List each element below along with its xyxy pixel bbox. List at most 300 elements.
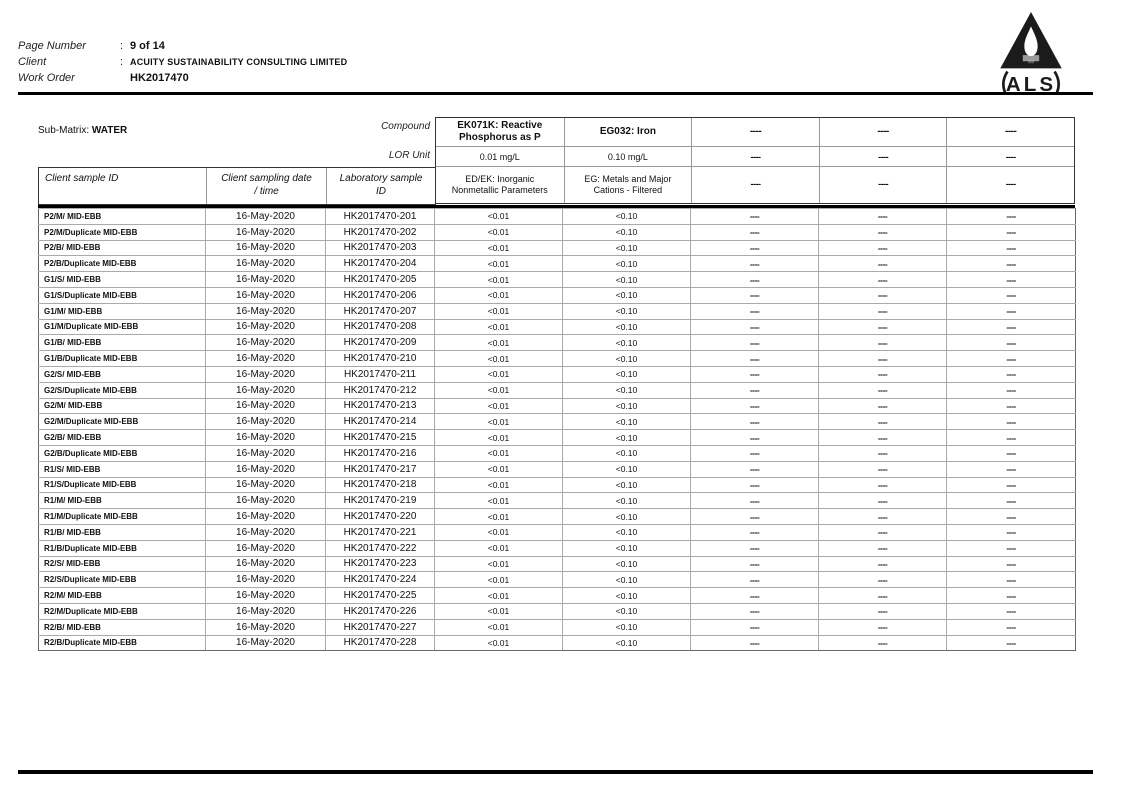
- sample-id-cell: G2/S/Duplicate MID-EBB: [39, 382, 206, 398]
- table-row: [39, 382, 1076, 398]
- sample-id-cell: G1/S/ MID-EBB: [39, 272, 206, 288]
- table-row: [39, 319, 1076, 335]
- sample-id-cell: R2/M/Duplicate MID-EBB: [39, 603, 206, 619]
- result-cell: ----: [819, 445, 947, 461]
- result-cell: ----: [819, 319, 947, 335]
- result-cell: ----: [947, 319, 1076, 335]
- result-cell: <0.01: [435, 461, 563, 477]
- result-cell: ----: [947, 524, 1076, 540]
- sampling-date-cell: 16-May-2020: [206, 572, 326, 588]
- lab-sample-id-cell: HK2017470-201: [326, 209, 435, 225]
- result-cell: ----: [691, 603, 819, 619]
- result-cell: <0.01: [435, 540, 563, 556]
- column-header-line: ID: [376, 186, 386, 197]
- sample-id-cell: R2/B/ MID-EBB: [39, 619, 206, 635]
- lor-unit-cell: [819, 146, 947, 166]
- result-cell: <0.10: [563, 272, 691, 288]
- result-cell: <0.10: [563, 209, 691, 225]
- method-group-cell-text: ED/EK: Inorganic Nonmetallic Parameters: [451, 173, 548, 195]
- sample-id-cell: G2/S/ MID-EBB: [39, 366, 206, 382]
- client-value: ACUITY SUSTAINABILITY CONSULTING LIMITED: [130, 57, 348, 67]
- sample-id-cell: R1/S/Duplicate MID-EBB: [39, 477, 206, 493]
- lor-unit-cell: [946, 146, 1074, 166]
- sampling-date-cell: 16-May-2020: [206, 398, 326, 414]
- compound-name-cell-text: ----: [877, 125, 889, 137]
- sampling-date-cell: 16-May-2020: [206, 556, 326, 572]
- column-header-box: [38, 167, 436, 205]
- result-cell: ----: [819, 287, 947, 303]
- result-cell: <0.01: [435, 366, 563, 382]
- result-cell: ----: [819, 603, 947, 619]
- table-row: [39, 414, 1076, 430]
- result-cell: ----: [947, 303, 1076, 319]
- work-order-label: Work Order: [18, 72, 75, 84]
- result-cell: <0.10: [563, 509, 691, 525]
- compound-row-label: Compound: [381, 121, 430, 132]
- result-cell: <0.01: [435, 477, 563, 493]
- result-cell: <0.10: [563, 414, 691, 430]
- method-group-cell-text: EG: Metals and Major Cations - Filtered: [584, 173, 672, 195]
- sample-id-cell: P2/M/Duplicate MID-EBB: [39, 224, 206, 240]
- lab-sample-id-cell: HK2017470-222: [326, 540, 435, 556]
- sub-matrix-label: Sub-Matrix:: [38, 125, 90, 136]
- sampling-date-cell: 16-May-2020: [206, 319, 326, 335]
- lab-sample-id-cell: HK2017470-227: [326, 619, 435, 635]
- footer-rule: [18, 770, 1093, 774]
- lor-unit-cell: [564, 146, 692, 166]
- lor-unit-cell: [436, 146, 564, 166]
- result-cell: ----: [947, 588, 1076, 604]
- result-cell: <0.10: [563, 240, 691, 256]
- result-cell: <0.01: [435, 240, 563, 256]
- lor-unit-cell: [691, 146, 819, 166]
- lab-sample-id-cell: HK2017470-221: [326, 524, 435, 540]
- result-cell: ----: [819, 430, 947, 446]
- sampling-date-cell: 16-May-2020: [206, 303, 326, 319]
- result-cell: ----: [947, 540, 1076, 556]
- result-cell: ----: [819, 588, 947, 604]
- sample-id-cell: G1/S/Duplicate MID-EBB: [39, 287, 206, 303]
- result-cell: ----: [819, 477, 947, 493]
- result-cell: ----: [947, 430, 1076, 446]
- result-cell: ----: [819, 509, 947, 525]
- lab-sample-id-cell: HK2017470-209: [326, 335, 435, 351]
- table-row: [39, 603, 1076, 619]
- result-cell: ----: [691, 430, 819, 446]
- result-cell: ----: [819, 493, 947, 509]
- lab-sample-id-cell: HK2017470-206: [326, 287, 435, 303]
- result-cell: ----: [947, 351, 1076, 367]
- method-group-cell-text: ----: [750, 179, 761, 190]
- result-cell: ----: [819, 556, 947, 572]
- sample-id-cell: G1/M/Duplicate MID-EBB: [39, 319, 206, 335]
- results-table-wrap: [38, 208, 1075, 651]
- compound-name-cell: [819, 118, 947, 146]
- sampling-date-cell: 16-May-2020: [206, 366, 326, 382]
- als-logo-text: ALS: [1005, 72, 1057, 92]
- result-cell: ----: [691, 524, 819, 540]
- result-cell: ----: [691, 256, 819, 272]
- sampling-date-cell: 16-May-2020: [206, 256, 326, 272]
- table-row: [39, 556, 1076, 572]
- sampling-date-cell: 16-May-2020: [206, 335, 326, 351]
- result-cell: ----: [947, 477, 1076, 493]
- result-cell: <0.10: [563, 430, 691, 446]
- result-cell: ----: [819, 335, 947, 351]
- result-cell: <0.01: [435, 493, 563, 509]
- result-cell: ----: [947, 224, 1076, 240]
- compound-name-cell: [946, 118, 1074, 146]
- sampling-date-cell: 16-May-2020: [206, 445, 326, 461]
- result-cell: <0.10: [563, 382, 691, 398]
- lab-sample-id-cell: HK2017470-217: [326, 461, 435, 477]
- results-table: [38, 208, 1076, 651]
- lab-sample-id-cell: HK2017470-225: [326, 588, 435, 604]
- sample-id-cell: R1/M/ MID-EBB: [39, 493, 206, 509]
- method-group-cell: [946, 166, 1074, 203]
- sample-id-cell: R1/S/ MID-EBB: [39, 461, 206, 477]
- table-row: [39, 635, 1076, 651]
- result-cell: <0.01: [435, 351, 563, 367]
- result-cell: ----: [691, 509, 819, 525]
- result-cell: ----: [691, 572, 819, 588]
- result-cell: <0.01: [435, 445, 563, 461]
- sub-matrix-value: WATER: [91, 125, 128, 136]
- result-cell: <0.01: [435, 382, 563, 398]
- result-cell: ----: [691, 619, 819, 635]
- sub-matrix: [38, 125, 127, 136]
- result-cell: ----: [819, 382, 947, 398]
- result-cell: ----: [819, 635, 947, 651]
- result-cell: <0.01: [435, 635, 563, 651]
- lab-sample-id-cell: HK2017470-214: [326, 414, 435, 430]
- table-row: [39, 240, 1076, 256]
- sample-id-cell: P2/B/ MID-EBB: [39, 240, 206, 256]
- result-cell: <0.10: [563, 366, 691, 382]
- lab-sample-id-cell: HK2017470-212: [326, 382, 435, 398]
- result-cell: <0.01: [435, 303, 563, 319]
- sampling-date-cell: 16-May-2020: [206, 382, 326, 398]
- sample-id-cell: R1/M/Duplicate MID-EBB: [39, 509, 206, 525]
- lab-sample-id-cell: HK2017470-228: [326, 635, 435, 651]
- compound-name-cell-text: ----: [1005, 125, 1017, 137]
- result-cell: ----: [691, 240, 819, 256]
- table-row: [39, 445, 1076, 461]
- result-cell: ----: [691, 209, 819, 225]
- colon: :: [120, 40, 124, 52]
- result-cell: ----: [947, 572, 1076, 588]
- table-row: [39, 335, 1076, 351]
- table-row: [39, 619, 1076, 635]
- sample-id-cell: G2/M/ MID-EBB: [39, 398, 206, 414]
- table-row: [39, 509, 1076, 525]
- sample-id-cell: P2/B/Duplicate MID-EBB: [39, 256, 206, 272]
- lab-sample-id-cell: HK2017470-220: [326, 509, 435, 525]
- sample-table-body: [39, 209, 1076, 651]
- result-cell: ----: [691, 366, 819, 382]
- lab-sample-id-cell: HK2017470-224: [326, 572, 435, 588]
- result-cell: ----: [691, 335, 819, 351]
- result-cell: <0.10: [563, 398, 691, 414]
- column-header-lab-sample-id: [326, 168, 435, 204]
- page-number-row: [18, 40, 165, 52]
- column-header-line: Client sample ID: [45, 173, 119, 184]
- table-row: [39, 303, 1076, 319]
- result-cell: ----: [819, 540, 947, 556]
- result-cell: ----: [691, 635, 819, 651]
- lab-sample-id-cell: HK2017470-203: [326, 240, 435, 256]
- result-cell: ----: [691, 556, 819, 572]
- result-cell: <0.10: [563, 540, 691, 556]
- result-cell: ----: [819, 224, 947, 240]
- result-cell: <0.10: [563, 319, 691, 335]
- result-cell: ----: [691, 382, 819, 398]
- method-group-cell: [819, 166, 947, 203]
- result-cell: <0.01: [435, 319, 563, 335]
- result-cell: ----: [947, 209, 1076, 225]
- result-cell: <0.10: [563, 461, 691, 477]
- lab-sample-id-cell: HK2017470-226: [326, 603, 435, 619]
- result-cell: <0.01: [435, 209, 563, 225]
- sample-id-cell: G2/B/ MID-EBB: [39, 430, 206, 446]
- method-group-cell: [691, 166, 819, 203]
- result-cell: ----: [819, 256, 947, 272]
- table-row: [39, 493, 1076, 509]
- compound-name-cell: [436, 118, 564, 146]
- result-cell: ----: [819, 240, 947, 256]
- result-cell: ----: [819, 572, 947, 588]
- sample-id-cell: R1/B/Duplicate MID-EBB: [39, 540, 206, 556]
- result-cell: <0.01: [435, 524, 563, 540]
- lab-sample-id-cell: HK2017470-219: [326, 493, 435, 509]
- sampling-date-cell: 16-May-2020: [206, 493, 326, 509]
- work-order-value: HK2017470: [130, 72, 189, 84]
- result-cell: <0.10: [563, 256, 691, 272]
- result-cell: ----: [691, 540, 819, 556]
- table-row: [39, 256, 1076, 272]
- sampling-date-cell: 16-May-2020: [206, 209, 326, 225]
- result-cell: ----: [819, 366, 947, 382]
- sampling-date-cell: 16-May-2020: [206, 603, 326, 619]
- result-cell: ----: [691, 287, 819, 303]
- result-cell: <0.10: [563, 572, 691, 588]
- result-cell: <0.10: [563, 619, 691, 635]
- result-cell: ----: [947, 635, 1076, 651]
- sampling-date-cell: 16-May-2020: [206, 461, 326, 477]
- column-header-line: / time: [254, 186, 279, 197]
- compound-name-cell: [564, 118, 692, 146]
- result-cell: ----: [947, 556, 1076, 572]
- result-cell: ----: [819, 619, 947, 635]
- column-header-line: Laboratory sample: [339, 173, 423, 184]
- result-cell: ----: [819, 303, 947, 319]
- result-cell: ----: [819, 524, 947, 540]
- sample-id-cell: R2/M/ MID-EBB: [39, 588, 206, 604]
- result-cell: ----: [691, 588, 819, 604]
- result-cell: ----: [819, 398, 947, 414]
- result-cell: ----: [947, 256, 1076, 272]
- result-cell: ----: [819, 414, 947, 430]
- sampling-date-cell: 16-May-2020: [206, 351, 326, 367]
- table-row: [39, 398, 1076, 414]
- result-cell: <0.10: [563, 351, 691, 367]
- sampling-date-cell: 16-May-2020: [206, 540, 326, 556]
- result-cell: <0.10: [563, 287, 691, 303]
- lor-unit-cell-text: ----: [750, 151, 761, 162]
- result-cell: ----: [947, 445, 1076, 461]
- result-cell: <0.01: [435, 603, 563, 619]
- result-cell: ----: [819, 461, 947, 477]
- result-cell: <0.01: [435, 509, 563, 525]
- result-cell: <0.10: [563, 524, 691, 540]
- result-cell: ----: [947, 509, 1076, 525]
- table-row: [39, 287, 1076, 303]
- result-cell: ----: [819, 272, 947, 288]
- result-cell: <0.10: [563, 445, 691, 461]
- table-row: [39, 477, 1076, 493]
- result-cell: <0.01: [435, 287, 563, 303]
- table-row: [39, 572, 1076, 588]
- method-group-cell: [436, 166, 564, 203]
- sampling-date-cell: 16-May-2020: [206, 414, 326, 430]
- result-cell: ----: [947, 382, 1076, 398]
- result-cell: ----: [691, 445, 819, 461]
- sampling-date-cell: 16-May-2020: [206, 619, 326, 635]
- column-header-sampling-date: [206, 168, 326, 204]
- lab-sample-id-cell: HK2017470-223: [326, 556, 435, 572]
- result-cell: ----: [691, 493, 819, 509]
- table-row: [39, 461, 1076, 477]
- column-header-client-sample-id: [39, 168, 206, 204]
- table-row: [39, 224, 1076, 240]
- result-cell: ----: [947, 398, 1076, 414]
- compound-name-cell-text: EK071K: Reactive Phosphorus as P: [457, 119, 543, 143]
- table-row: [39, 540, 1076, 556]
- lor-unit-cell-text: ----: [1005, 151, 1016, 162]
- result-cell: <0.01: [435, 414, 563, 430]
- sample-id-cell: G1/B/Duplicate MID-EBB: [39, 351, 206, 367]
- sampling-date-cell: 16-May-2020: [206, 509, 326, 525]
- result-cell: ----: [691, 351, 819, 367]
- compound-name-cell-text: ----: [749, 125, 762, 137]
- lor-unit-cell-text: 0.01 mg/L: [479, 151, 520, 162]
- result-cell: <0.10: [563, 493, 691, 509]
- sampling-date-cell: 16-May-2020: [206, 588, 326, 604]
- sampling-date-cell: 16-May-2020: [206, 272, 326, 288]
- table-row: [39, 272, 1076, 288]
- result-cell: <0.10: [563, 224, 691, 240]
- result-cell: <0.01: [435, 430, 563, 446]
- lab-sample-id-cell: HK2017470-205: [326, 272, 435, 288]
- result-cell: <0.01: [435, 572, 563, 588]
- compound-header-box: [435, 117, 1075, 204]
- sampling-date-cell: 16-May-2020: [206, 477, 326, 493]
- table-row: [39, 588, 1076, 604]
- result-cell: <0.10: [563, 477, 691, 493]
- sample-id-cell: R2/S/Duplicate MID-EBB: [39, 572, 206, 588]
- result-cell: ----: [947, 603, 1076, 619]
- result-cell: ----: [691, 477, 819, 493]
- result-cell: ----: [691, 461, 819, 477]
- table-row: [39, 351, 1076, 367]
- lab-sample-id-cell: HK2017470-204: [326, 256, 435, 272]
- sample-id-cell: R2/B/Duplicate MID-EBB: [39, 635, 206, 651]
- method-group-cell-text: ----: [1005, 179, 1016, 190]
- als-logo: [997, 10, 1065, 92]
- sample-id-cell: R1/B/ MID-EBB: [39, 524, 206, 540]
- result-cell: ----: [691, 319, 819, 335]
- lab-sample-id-cell: HK2017470-216: [326, 445, 435, 461]
- als-logo-burner-shadow: [1028, 60, 1034, 63]
- result-cell: ----: [819, 351, 947, 367]
- sample-id-cell: G2/B/Duplicate MID-EBB: [39, 445, 206, 461]
- result-cell: ----: [947, 414, 1076, 430]
- result-cell: ----: [947, 240, 1076, 256]
- result-cell: <0.01: [435, 588, 563, 604]
- result-cell: ----: [691, 224, 819, 240]
- lab-sample-id-cell: HK2017470-215: [326, 430, 435, 446]
- result-cell: ----: [691, 272, 819, 288]
- work-order-row: [18, 72, 189, 84]
- result-cell: <0.01: [435, 335, 563, 351]
- sample-id-cell: G2/M/Duplicate MID-EBB: [39, 414, 206, 430]
- table-row: [39, 524, 1076, 540]
- result-cell: ----: [819, 209, 947, 225]
- result-cell: ----: [691, 398, 819, 414]
- colon: :: [120, 56, 124, 68]
- header-divider-rule: [18, 92, 1093, 95]
- lab-sample-id-cell: HK2017470-218: [326, 477, 435, 493]
- result-cell: ----: [691, 303, 819, 319]
- sampling-date-cell: 16-May-2020: [206, 430, 326, 446]
- result-cell: <0.10: [563, 588, 691, 604]
- result-cell: <0.01: [435, 556, 563, 572]
- lab-sample-id-cell: HK2017470-211: [326, 366, 435, 382]
- result-cell: <0.01: [435, 272, 563, 288]
- method-group-cell-text: ----: [878, 179, 889, 190]
- result-cell: ----: [947, 493, 1076, 509]
- result-cell: <0.01: [435, 398, 563, 414]
- lab-sample-id-cell: HK2017470-208: [326, 319, 435, 335]
- column-header-line: Client sampling date: [221, 173, 312, 184]
- sampling-date-cell: 16-May-2020: [206, 635, 326, 651]
- sample-id-cell: P2/M/ MID-EBB: [39, 209, 206, 225]
- client-row: [18, 56, 347, 68]
- sample-id-cell: R2/S/ MID-EBB: [39, 556, 206, 572]
- result-cell: ----: [947, 272, 1076, 288]
- result-cell: <0.01: [435, 619, 563, 635]
- result-cell: ----: [947, 335, 1076, 351]
- table-row: [39, 430, 1076, 446]
- sample-id-cell: G1/M/ MID-EBB: [39, 303, 206, 319]
- result-cell: ----: [947, 619, 1076, 635]
- result-cell: <0.10: [563, 303, 691, 319]
- lab-sample-id-cell: HK2017470-213: [326, 398, 435, 414]
- sampling-date-cell: 16-May-2020: [206, 224, 326, 240]
- result-cell: <0.01: [435, 224, 563, 240]
- compound-name-cell-text: EG032: Iron: [599, 125, 656, 137]
- page-number-label: Page Number: [18, 40, 86, 52]
- lab-sample-id-cell: HK2017470-202: [326, 224, 435, 240]
- sample-id-cell: G1/B/ MID-EBB: [39, 335, 206, 351]
- result-cell: ----: [947, 287, 1076, 303]
- result-cell: <0.10: [563, 635, 691, 651]
- page-number-value: 9 of 14: [130, 40, 165, 52]
- sampling-date-cell: 16-May-2020: [206, 240, 326, 256]
- table-row: [39, 209, 1076, 225]
- result-cell: <0.10: [563, 556, 691, 572]
- result-cell: <0.10: [563, 335, 691, 351]
